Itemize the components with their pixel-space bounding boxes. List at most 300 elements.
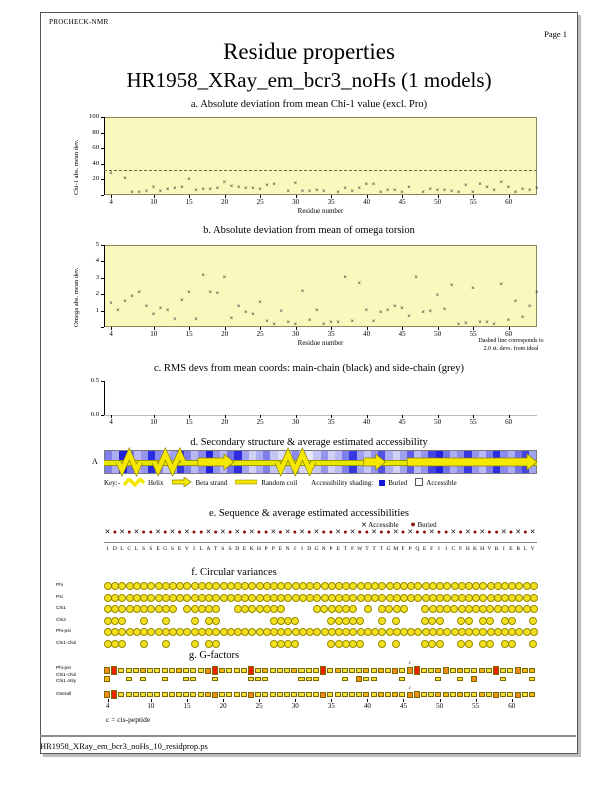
sequence-letter-46: I [438,546,440,552]
gf-cell-phi-psi-band-37 [371,668,377,673]
data-point-a-21: × [265,182,269,189]
shading-label: Accessibility shading: [311,479,374,487]
data-point-a-51: × [499,179,504,186]
gf-cell-phi-psi-band-45 [428,668,434,673]
sequence-letter-10: E [177,546,182,552]
cv-cell-2-17 [227,605,234,613]
data-point-a-27: × [314,188,319,195]
data-point-b-35: × [357,281,362,288]
data-point-a-23: × [286,188,291,195]
gf-tick-label-0: 4 [105,702,110,710]
sequence-letter-47: I [445,546,448,552]
gf-cell-chi1-chi2-band-14 [205,675,212,683]
gf-tick-label-11: 60 [508,702,516,710]
sequence-letter-27: I [301,546,304,552]
data-point-a-26: × [307,188,312,195]
y-tickmark-b-0 [101,327,104,328]
beta-strand-2 [198,454,234,470]
gf-cell-overall-band-38 [378,692,384,697]
data-point-a-11: × [194,188,198,195]
gf-cell-chi1-chi2-band-10 [176,675,183,683]
x-tick-label-a-10: 55 [469,198,477,206]
residue-marker-9: ✕ [169,529,176,536]
data-point-a-8: × [172,185,177,192]
data-point-b-43: × [414,274,418,281]
cv-row-label-4: Phi-psi [56,629,71,634]
cv-row-label-1: Psi [56,594,63,600]
residue-marker-32: ✕ [335,529,342,536]
gf-cell-overall-band-35 [356,692,362,697]
data-point-a-53: × [513,190,518,197]
data-point-b-50: × [464,320,468,327]
residue-marker-59: ✕ [529,529,536,536]
cv-cell-5-10 [176,640,183,648]
x-tick-label-c-9: 50 [434,418,442,426]
data-point-a-4: × [144,188,149,195]
gf-cell-chi1-chi2-band-17 [226,675,233,683]
data-point-a-52: × [506,184,511,191]
overall-band [104,690,537,699]
gf-cell-chi1-chi2-band-43 [414,675,421,683]
gf-cell-chi1-chi2-band-38 [378,675,385,683]
data-point-a-50: × [492,188,496,195]
cv-cell-3-18 [234,617,241,625]
gf-tick-label-5: 30 [291,702,299,710]
gf-cell-phi-psi-band-22 [262,668,268,673]
cv-cell-5-51 [472,640,479,648]
gf-cell-overall-band-49 [457,692,463,697]
y-tick-label-b-1: 1 [95,306,99,314]
sequence-title: e. Sequence & average estimated accessibilities [209,508,409,519]
gf-cell-chi1-chi2-band-26 [291,675,298,683]
beta-strand-3 [364,454,386,470]
gf-cell-chi1-chi2-band-2 [118,675,125,683]
data-point-a-44: × [449,188,454,195]
sequence-letter-49: F [458,546,463,552]
sequence-letter-51: K [472,546,477,552]
cv-cell-3-21 [255,617,262,625]
data-point-a-0: × [109,170,113,177]
sequence-letter-9: S [170,546,174,552]
gf-cell-overall-band-29 [313,692,319,696]
gf-cell-phi-psi-band-40 [392,668,398,674]
residue-marker-48: ✕ [450,529,457,536]
gf-cell-chi1-chi2-band-5 [140,677,146,681]
sequence-letter-28: D [307,546,312,552]
sequence-letter-33: T [343,546,348,552]
gf-cell-overall-band-52 [479,692,485,697]
residue-marker-12: ● [191,529,197,536]
gf-tick-label-9: 50 [436,702,444,710]
residue-marker-4: ✕ [133,529,140,536]
sequence-letter-36: T [365,546,369,552]
gf-cell-chi1-chi2-band-30 [320,675,327,683]
cv-cell-2-43 [414,605,421,613]
data-point-a-37: × [393,188,397,195]
data-point-a-16: × [229,184,234,191]
data-point-a-12: × [201,186,205,193]
sequence-divider [104,542,537,543]
gf-cell-overall-band-15 [212,692,218,698]
data-point-a-19: × [251,185,255,192]
x-tick-label-c-2: 15 [185,418,193,426]
gf-cell-phi-psi-band-33 [342,668,348,673]
gf-tick-label-4: 25 [255,702,263,710]
gf-cell-chi1-chi2-band-57 [515,675,522,683]
data-point-b-49: × [456,321,461,328]
x-tick-label-c-8: 45 [398,418,406,426]
data-point-b-2: × [123,299,127,306]
gf-cell-overall-band-59 [529,692,535,697]
beta-strand-icon [172,477,192,487]
x-tick-label-c-11: 60 [505,418,513,426]
y-tickmark-b-4 [101,261,104,262]
data-point-a-39: × [407,184,411,191]
data-point-b-21: × [258,300,262,307]
residue-marker-3: ● [127,529,132,536]
residue-marker-5: ● [141,529,146,536]
residue-marker-38: ● [379,529,384,536]
y-axis-a [104,117,105,195]
data-point-a-3: × [137,189,141,196]
cv-cell-5-19 [241,640,248,648]
data-point-b-22: × [265,319,269,326]
data-point-a-10: × [187,177,191,184]
data-point-b-45: × [428,309,433,316]
gf-cell-phi-psi-band-57 [515,667,521,674]
gf-cell-phi-psi-band-5 [140,668,146,673]
sequence-row [104,546,537,552]
gf-cell-phi-psi-band-16 [219,668,225,673]
sequence-letter-14: A [206,546,211,552]
cv-cell-2-42 [407,605,414,613]
gf-tick-label-2: 15 [183,702,191,710]
data-point-b-28: × [307,318,312,325]
gf-cell-overall-band-33 [342,692,348,697]
sequence-letter-57: R [516,546,521,552]
data-point-b-58: × [520,314,525,321]
sequence-letter-11: V [184,546,189,552]
gf-cell-chi1-chi2-band-15 [212,677,218,682]
sequence-letter-40: M [393,546,399,552]
x-tick-label-b-5: 30 [292,330,300,338]
gf-cell-chi1-chi2-band-31 [327,675,334,683]
gf-cell-phi-psi-band-23 [270,668,276,673]
sequence-letter-15: T [213,546,218,552]
gf-cell-overall-band-20 [248,692,254,698]
y-tick-label-b-2: 2 [95,290,99,298]
residue-marker-15: ● [213,529,218,536]
gf-cell-chi1-chi2-band-0 [104,676,110,681]
gf-cell-chi1-chi2-band-23 [270,675,277,683]
y-tick-label-a-4: 80 [92,128,99,136]
gf-cell-phi-psi-band-52 [479,668,485,674]
residue-marker-49: ● [458,529,463,536]
residue-marker-10: ● [177,529,182,536]
y-tickmark-c-0 [101,415,104,416]
data-point-a-25: × [300,188,305,195]
data-point-b-34: × [350,319,354,326]
gf-cell-phi-psi-band-20 [248,666,254,674]
cv-cell-3-36 [364,617,371,625]
gf-cell-chi1-chi2-band-54 [493,675,500,683]
chart-a-title: a. Absolute deviation from mean Chi-1 value (excl. Pro) [190,99,428,110]
cv-cell-3-42 [407,617,414,625]
gf-cell-overall-band-22 [262,692,268,697]
buried-label: Buried [388,479,408,487]
gf-cell-overall-band-1 [111,690,117,698]
sequence-letter-50: H [465,546,470,552]
gf-cell-chi1-chi2-band-56 [507,675,514,683]
x-tick-label-a-3: 20 [221,198,229,206]
sequence-letter-1: D [112,546,117,552]
data-point-b-25: × [286,319,291,326]
cv-cell-0-59 [530,582,538,590]
gf-cell-overall-band-21 [255,692,261,697]
cv-cell-3-6 [147,617,154,625]
data-point-b-3: × [130,293,134,300]
report-page [40,12,578,754]
gf-cell-chi1-chi2-band-44 [421,675,428,683]
gf-cell-phi-psi-band-12 [190,668,196,673]
cv-cell-3-51 [472,617,479,625]
cv-cell-5-47 [443,640,450,648]
sequence-letter-48: C [451,546,456,552]
gf-cell-chi1-chi2-band-29 [313,677,319,681]
gf-cell-overall-band-44 [421,692,427,697]
data-point-b-32: × [336,319,340,326]
gf-cell-phi-psi-band-55 [500,668,506,673]
cv-cell-5-59 [529,640,537,648]
data-point-a-13: × [208,187,212,194]
data-point-b-20: × [251,311,255,318]
gf-cell-phi-psi-band-14 [205,668,211,674]
gf-cell-phi-psi-band-59 [529,668,535,673]
x-tick-label-a-2: 15 [185,198,193,206]
cv-cell-3-9 [169,617,176,625]
phi-psi-band [104,666,537,675]
sequence-letter-12: I [193,546,195,552]
gf-cell-overall-band-40 [392,692,398,698]
residue-marker-6: ● [148,529,153,536]
gf-cell-overall-band-0 [104,691,110,697]
plot-area-a [104,117,537,195]
gf-row-label-0: Phi-psi [56,666,71,671]
data-point-b-51: × [471,286,475,293]
gf-cell-phi-psi-band-41 [399,668,405,673]
residue-marker-0: ✕ [104,529,111,536]
gf-cell-phi-psi-band-28 [306,668,312,673]
cv-cell-3-13 [198,617,205,625]
gf-cell-phi-psi-band-47 [443,667,449,673]
data-point-b-16: × [222,274,227,281]
residue-marker-18: ✕ [234,529,241,536]
gf-cell-phi-psi-band-7 [154,668,160,672]
data-point-a-17: × [236,184,241,191]
sequence-letter-31: P [329,546,333,552]
y-tickmark-a-5 [101,117,104,118]
cv-row-label-5: Chi1-chi2 [56,640,77,646]
cv-cell-3-20 [248,617,255,625]
gf-cell-overall-band-32 [335,692,341,697]
cv-cell-3-59 [529,617,537,625]
sequence-letter-59: V [530,546,535,552]
data-point-a-24: × [293,181,298,188]
residue-marker-37: ✕ [371,529,378,536]
sequence-letter-13: L [199,546,203,552]
cv-cell-2-37 [371,605,378,613]
cv-cell-5-39 [385,640,392,648]
data-point-b-19: × [243,310,248,317]
data-point-a-40: × [421,190,425,197]
data-point-a-28: × [322,188,326,195]
x-axis-c [104,415,537,416]
y-axis-c [104,381,105,415]
gf-cell-phi-psi-band-58 [522,668,528,673]
accessible-marker-icon: ✕ [361,522,367,529]
gf-cell-chi1-chi2-band-21 [255,677,261,681]
y-tick-label-a-3: 60 [92,144,99,152]
gf-cell-phi-psi-band-11 [183,668,189,672]
gf-cell-chi1-chi2-band-48 [450,675,457,683]
cv-cell-5-17 [227,640,234,648]
gf-cell-chi1-chi2-band-20 [248,677,254,681]
cv-cell-3-39 [385,617,392,625]
gf-cell-chi1-chi2-band-58 [522,675,529,683]
cis-peptide-marker-0-0: c [408,661,411,666]
gf-cell-chi1-chi2-band-25 [284,675,291,683]
gf-cell-chi1-chi2-band-34 [349,675,356,683]
y-tick-label-b-5: 5 [95,241,99,248]
cv-cell-3-3 [126,617,133,625]
cv-cell-5-29 [313,640,320,648]
data-point-b-59: × [527,304,532,311]
gf-cell-phi-psi-band-6 [147,668,153,673]
gf-cell-overall-band-56 [507,692,513,697]
y-tickmark-b-2 [101,294,104,295]
data-point-b-1: × [116,307,120,314]
cv-cell-3-57 [515,617,522,625]
data-point-a-43: × [442,188,447,195]
accessible-label: Accessible [426,479,457,487]
gf-cell-chi1-chi2-band-24 [277,675,284,683]
data-point-a-29: × [336,189,340,196]
data-point-a-38: × [400,190,404,197]
gf-cell-overall-band-26 [291,692,297,697]
gf-cell-phi-psi-band-51 [471,668,477,673]
data-point-b-23: × [272,321,276,328]
gf-cell-phi-psi-band-54 [493,666,499,674]
gf-cell-overall-band-13 [198,692,204,696]
data-point-b-55: × [499,282,504,289]
gf-cell-chi1-chi2-band-59 [529,677,535,681]
gf-cell-overall-band-19 [241,692,247,696]
cv-row-5 [104,640,537,648]
x-tick-label-b-4: 25 [256,330,264,338]
residue-marker-20: ✕ [248,529,255,536]
cv-cell-5-21 [255,640,262,648]
gf-cell-chi1-chi2-band-19 [241,675,248,683]
cv-row-1 [104,594,537,602]
data-point-a-14: × [215,185,220,192]
residue-marker-14: ✕ [205,529,212,536]
y-tickmark-b-3 [101,278,104,279]
cv-cell-3-19 [241,617,248,625]
gf-cell-phi-psi-band-4 [133,668,139,672]
cv-row-label-2: Chi1 [56,606,66,611]
x-tick-label-b-6: 35 [327,330,335,338]
threshold-line-a [104,170,537,171]
cv-cell-2-35 [357,605,364,613]
gf-cell-overall-band-58 [522,692,528,697]
residue-marker-31: ● [328,529,334,536]
cv-cell-5-4 [133,640,140,648]
cv-row-label-0: Phi [56,583,63,588]
data-point-b-13: × [201,273,205,280]
residue-marker-29: ✕ [313,529,320,536]
gf-cell-overall-band-17 [226,692,232,697]
data-point-a-34: × [371,181,376,188]
gf-cell-phi-psi-band-27 [298,668,304,673]
sequence-legend [361,519,437,529]
data-point-b-30: × [322,321,326,328]
sequence-letter-52: H [480,546,485,552]
residue-marker-50: ✕ [464,529,471,536]
gf-cell-phi-psi-band-39 [385,668,391,673]
data-point-b-47: × [442,306,447,313]
data-point-b-53: × [485,319,489,326]
gf-cell-overall-band-8 [162,692,168,697]
gf-cell-phi-psi-band-8 [162,668,168,673]
y-tick-label-a-2: 40 [92,159,99,167]
residue-marker-42: ✕ [407,529,414,536]
gf-cell-phi-psi-band-19 [241,668,247,672]
sequence-letter-21: H [256,546,261,552]
gf-cell-overall-band-53 [486,692,492,696]
x-axis-title-a: Residue number [297,207,344,215]
data-point-a-18: × [243,185,248,192]
x-tick-label-b-10: 55 [469,330,477,338]
data-point-a-6: × [158,188,163,195]
footer-filename: HR1958_XRay_em_bcr3_noHs_10_residprop.ps [40,741,208,751]
sequence-letter-54: R [494,546,499,552]
data-point-b-44: × [421,310,425,317]
gf-cell-overall-band-51 [471,692,477,697]
gf-cell-overall-band-50 [464,692,470,697]
gf-cell-chi1-chi2-band-12 [190,677,196,681]
y-tick-label-c-0: 0.0 [90,411,99,418]
gf-cell-chi1-chi2-band-55 [500,677,506,682]
cv-cell-3-43 [414,617,421,625]
gf-cell-phi-psi-band-35 [356,668,362,673]
sequence-letter-7: E [156,546,160,552]
gf-cell-chi1-chi2-band-45 [428,675,435,683]
gf-cell-overall-band-47 [443,692,449,698]
sequence-letter-29: G [314,546,319,552]
x-tick-label-c-6: 35 [327,418,335,426]
gf-cell-chi1-chi2-band-51 [471,676,477,682]
data-point-a-1: × [123,175,127,182]
accessibility-marker-row [104,529,537,537]
data-point-b-38: × [378,310,383,317]
cv-cell-5-11 [183,640,190,648]
gf-cell-overall-band-10 [176,692,182,697]
data-point-b-15: × [215,291,220,298]
gf-cell-phi-psi-band-42 [407,667,413,674]
sequence-letter-16: S [221,546,225,552]
residue-marker-45: ✕ [428,529,435,536]
gf-cell-phi-psi-band-0 [104,667,110,673]
